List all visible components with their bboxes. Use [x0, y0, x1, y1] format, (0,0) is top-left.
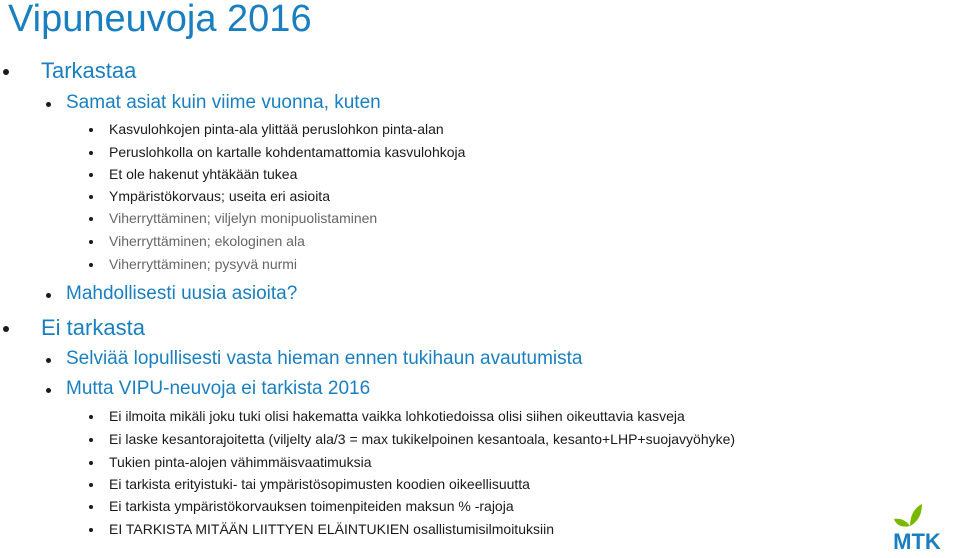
- list-item: [109, 476, 530, 492]
- list-item: [109, 454, 372, 470]
- list-item: [109, 256, 297, 272]
- list-item: [109, 166, 297, 182]
- bullet-icon: [89, 128, 93, 132]
- bullet-icon: [89, 173, 93, 177]
- bullet-icon: [3, 326, 9, 332]
- group-label: Samat asiat kuin viime vuonna, kuten: [66, 92, 381, 113]
- bullet-icon: [89, 217, 93, 221]
- list-item-text: Viherryttäminen; pysyvä nurmi: [109, 256, 298, 272]
- group-label: Mahdollisesti uusia asioita?: [66, 283, 298, 304]
- bullet-icon: [89, 263, 93, 267]
- list-item: [109, 188, 330, 204]
- section-tarkastaa: [41, 58, 136, 84]
- bullet-icon: [89, 240, 93, 244]
- list-item: [109, 210, 377, 226]
- group-label: Selviää lopullisesti vasta hieman ennen tukihaun avautumista: [66, 348, 583, 369]
- bullet-icon: [89, 415, 93, 419]
- list-item: [109, 431, 735, 447]
- mtk-logo: [880, 500, 954, 552]
- list-item-text: Ei tarkista erityistuki- tai ympäristösopimusten koodien oikeellisuutta: [109, 476, 530, 492]
- list-item-text: Viherryttäminen; viljelyn monipuolistaminen: [109, 210, 378, 226]
- bullet-icon: [46, 293, 51, 298]
- bullet-icon: [89, 461, 93, 465]
- list-item-text: Viherryttäminen; ekologinen ala: [109, 233, 305, 249]
- bullet-icon: [89, 151, 93, 155]
- list-item-text: Peruslohkolla on kartalle kohdentamattomia kasvulohkoja: [109, 144, 466, 160]
- bullet-icon: [3, 69, 9, 75]
- list-item: [109, 408, 685, 424]
- list-item-text: Ympäristökorvaus; useita eri asioita: [109, 188, 330, 204]
- bullet-icon: [89, 438, 93, 442]
- bullet-icon: [89, 505, 93, 509]
- bullet-icon: [89, 483, 93, 487]
- group-samat-asiat: [66, 92, 381, 114]
- list-item-text: Kasvulohkojen pinta-ala ylittää peruslohkon pinta-alan: [109, 121, 444, 137]
- list-item-text: Ei ilmoita mikäli joku tuki olisi hakematta vaikka lohkotiedoissa olisi siihen oikeuttavia kasveja: [109, 408, 685, 424]
- logo-sprout-icon: [910, 504, 922, 526]
- bullet-icon: [89, 528, 93, 532]
- section-label: Tarkastaa: [41, 58, 137, 83]
- list-item: [109, 233, 305, 249]
- group-mahdollisesti: [66, 283, 297, 305]
- list-item-text: Ei laske kesantorajoitetta (viljelty ala/3 = max tukikelpoinen kesantoala, kesanto+LHP+suojavyöhyke): [109, 431, 736, 447]
- list-item-text: Ei tarkista ympäristökorvauksen toimenpiteiden maksun % -rajoja: [109, 498, 514, 514]
- bullet-icon: [46, 358, 51, 363]
- section-label: Ei tarkasta: [41, 315, 145, 340]
- bullet-icon: [89, 195, 93, 199]
- list-item: [109, 144, 465, 160]
- section-ei-tarkasta: [41, 315, 145, 341]
- bullet-icon: [46, 102, 51, 107]
- group-selviaa: [66, 348, 582, 370]
- list-item-text: Tukien pinta-alojen vähimmäisvaatimuksia: [109, 454, 372, 470]
- group-vipu-neuvoja: [66, 378, 370, 400]
- logo-text: MTK: [893, 529, 941, 552]
- slide-title: Vipuneuvoja 2016: [8, 0, 312, 40]
- group-label: Mutta VIPU-neuvoja ei tarkista 2016: [66, 378, 371, 399]
- logo-leaf-icon: [894, 519, 910, 527]
- list-item: [109, 121, 444, 137]
- list-item: [109, 498, 514, 514]
- list-item-text: EI TARKISTA MITÄÄN LIITTYEN ELÄINTUKIEN osallistumisilmoituksiin: [109, 521, 554, 537]
- list-item-text: Et ole hakenut yhtäkään tukea: [109, 166, 298, 182]
- list-item: [109, 521, 554, 537]
- bullet-icon: [46, 388, 51, 393]
